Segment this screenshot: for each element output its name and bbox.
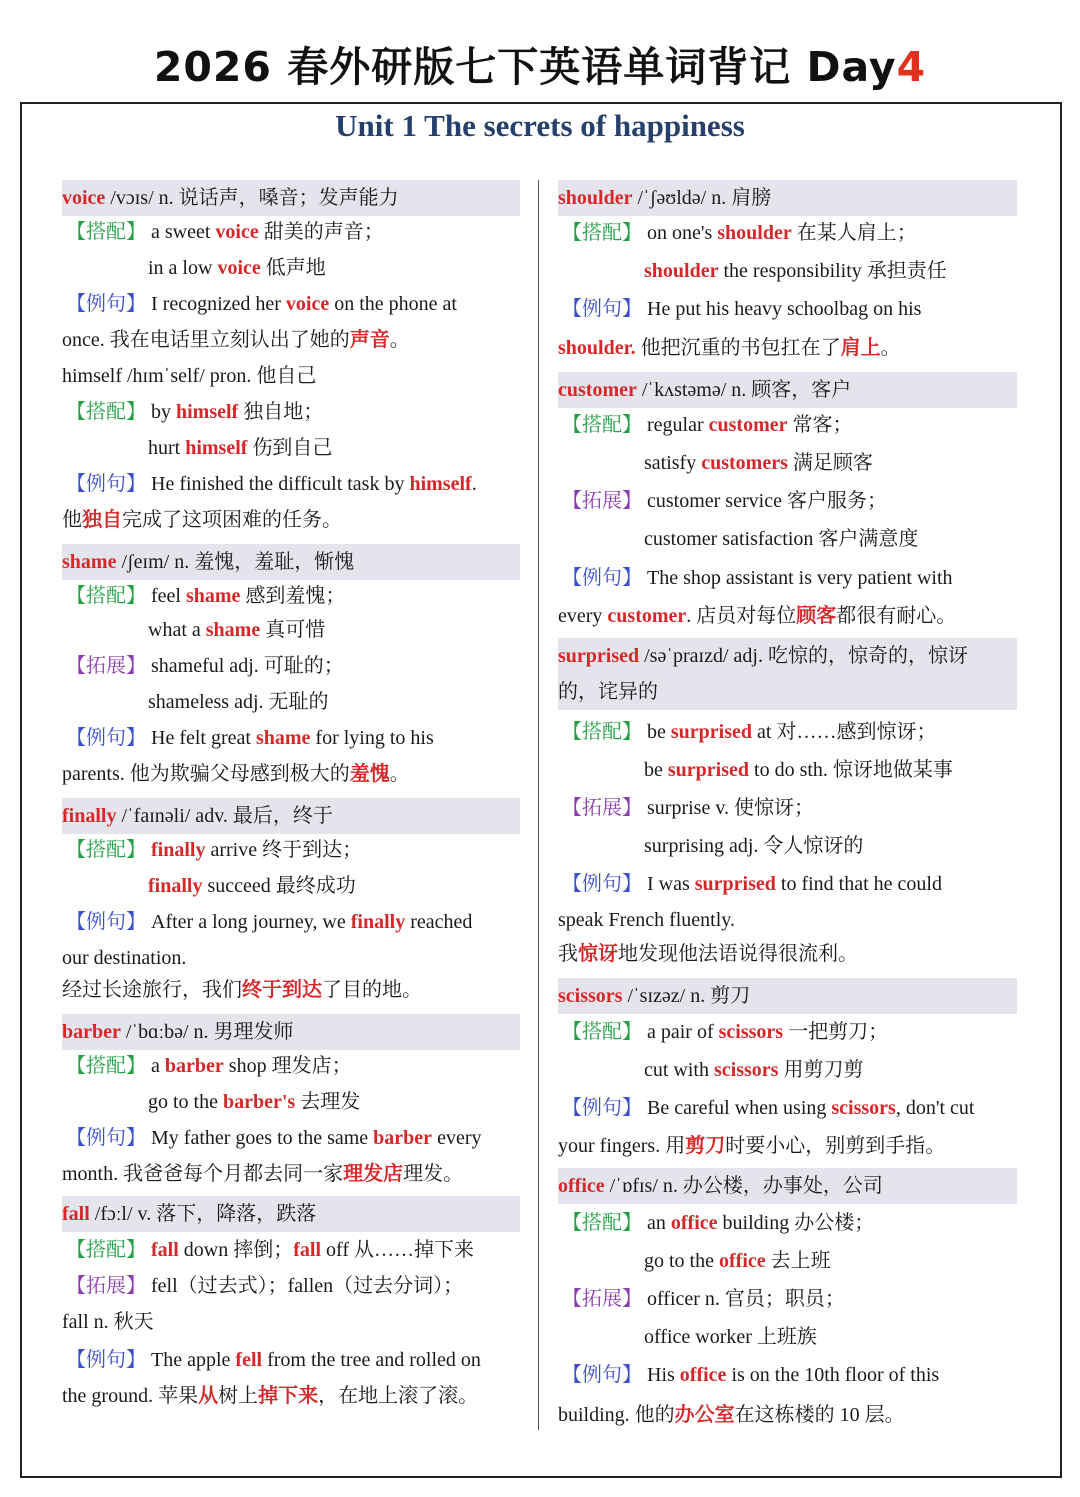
entry-text: office worker 上班族 — [644, 1326, 817, 1348]
entry-text: our destination. — [62, 947, 187, 969]
entry-text: go to the — [644, 1250, 719, 1272]
collocation-tag: 【搭配】 — [66, 1239, 146, 1261]
entry-text: shameless adj. 无耻的 — [148, 691, 329, 713]
entry-text: 真可惜 — [260, 619, 326, 641]
vocab-tagged-row — [558, 407, 1017, 443]
vocab-line — [558, 1243, 1017, 1279]
entry-text: I recognized her — [146, 293, 286, 315]
vocab-line — [558, 1052, 1017, 1088]
entry-text: I was — [642, 873, 695, 895]
keyword-text: customer — [558, 379, 637, 401]
entry-text: Be careful when using — [642, 1097, 832, 1119]
entry-text: at 对……感到惊讶； — [752, 721, 937, 743]
keyword-text: office — [719, 1250, 766, 1272]
entry-text: to do sth. 惊讶地做某事 — [749, 759, 953, 781]
entry-text: After a long journey, we — [146, 911, 351, 933]
entry-text: on one's — [642, 222, 718, 244]
vocab-line — [62, 358, 520, 394]
keyword-text: surprised — [558, 645, 640, 667]
vocab-headword-row — [62, 544, 520, 580]
entry-text: 去理发 — [295, 1091, 361, 1113]
keyword-text: 理发店 — [343, 1163, 404, 1185]
keyword-text: voice — [285, 293, 330, 315]
entry-text: 常客； — [787, 414, 853, 436]
entry-text: be — [642, 721, 671, 743]
entry-text: 了目的地。 — [322, 979, 422, 1001]
entry-text: shameful adj. 可耻的； — [146, 655, 344, 677]
example-tag: 【例句】 — [562, 567, 642, 589]
vocab-line — [558, 828, 1017, 864]
vocab-tagged-row — [558, 215, 1017, 251]
entry-text: in a low — [148, 257, 218, 279]
entry-text: building. 他的 — [558, 1404, 675, 1426]
extension-tag: 【拓展】 — [562, 1288, 642, 1310]
vocab-tagged-row — [558, 790, 1017, 826]
keyword-text: 顾客 — [796, 605, 837, 627]
vocab-line — [62, 868, 520, 904]
entry-text: 我 — [558, 943, 578, 965]
collocation-tag: 【搭配】 — [66, 839, 146, 861]
entry-text: 他 — [62, 509, 82, 531]
entry-text: to find that he could — [775, 873, 942, 895]
keyword-text: 声音 — [349, 329, 390, 351]
vocab-tagged-row — [62, 1048, 520, 1084]
vocab-tagged-row — [558, 483, 1017, 519]
entry-text: succeed 最终成功 — [202, 875, 356, 897]
entry-text: My father goes to the same — [146, 1127, 374, 1149]
vocab-tagged-row — [62, 214, 520, 250]
entry-text: He finished the difficult task by — [146, 473, 410, 495]
example-tag: 【例句】 — [562, 1364, 642, 1386]
page-title-main: 2026 春外研版七下英语单词背记 Day — [153, 43, 897, 91]
vocab-line — [62, 940, 520, 976]
vocab-tagged-row — [558, 714, 1017, 750]
entry-text: 的，诧异的 — [558, 681, 658, 703]
entry-text: go to the — [148, 1091, 223, 1113]
extension-tag: 【拓展】 — [562, 490, 642, 512]
entry-text: 。 — [880, 337, 901, 359]
keyword-text: voice — [62, 187, 106, 209]
entry-text: The shop assistant is very patient with — [642, 567, 953, 589]
keyword-text: himself — [409, 473, 472, 495]
vocab-line — [558, 1319, 1017, 1355]
keyword-text: barber's — [223, 1091, 296, 1113]
entry-text: . — [471, 473, 477, 495]
vocab-line — [558, 330, 1017, 366]
vocab-headword-row — [558, 674, 1017, 710]
vocab-tagged-row — [62, 648, 520, 684]
entry-text: 理发。 — [403, 1163, 464, 1185]
entry-text: fall n. 秋天 — [62, 1311, 154, 1333]
keyword-text: finally — [62, 805, 117, 827]
keyword-text: voice — [215, 221, 259, 243]
keyword-text: fall — [62, 1203, 90, 1225]
vocab-line — [62, 430, 520, 466]
keyword-text: himself — [176, 401, 239, 423]
keyword-text: surprised — [667, 759, 750, 781]
collocation-tag: 【搭配】 — [562, 414, 642, 436]
extension-tag: 【拓展】 — [562, 797, 642, 819]
vocab-line — [558, 902, 1017, 938]
vocab-tagged-row — [558, 1014, 1017, 1050]
keyword-text: 惊讶 — [578, 943, 618, 965]
vocab-headword-row — [558, 978, 1017, 1014]
entry-text: what a — [148, 619, 206, 641]
example-tag: 【例句】 — [66, 473, 146, 495]
vocab-headword-row — [62, 1014, 520, 1050]
entry-text: surprise v. 使惊讶； — [642, 797, 815, 819]
entry-text: cut with — [644, 1059, 714, 1081]
keyword-text: voice — [217, 257, 261, 279]
entry-text: /səˈpraɪzd/ adj. 吃惊的，惊奇的，惊讶 — [639, 645, 968, 667]
vocab-tagged-row — [62, 286, 520, 322]
example-tag: 【例句】 — [562, 298, 642, 320]
vocab-tagged-row — [62, 578, 520, 614]
vocab-tagged-row — [62, 1268, 520, 1304]
page-title — [0, 42, 1080, 92]
entry-text: a pair of — [642, 1021, 719, 1043]
entry-text: regular — [642, 414, 709, 436]
vocab-tagged-row — [558, 291, 1017, 327]
entry-text: /fɔːl/ v. 落下，降落，跌落 — [89, 1203, 317, 1225]
vocab-tagged-row — [62, 1232, 520, 1268]
entry-text: . 店员对每位 — [686, 605, 797, 627]
vocab-headword-row — [558, 180, 1017, 216]
entry-text: on the phone at — [329, 293, 457, 315]
keyword-text: 掉下来 — [258, 1385, 319, 1407]
vocab-line — [62, 1156, 520, 1192]
column-divider — [538, 180, 539, 1430]
entry-text: shop 理发店； — [223, 1055, 352, 1077]
example-tag: 【例句】 — [66, 293, 146, 315]
collocation-tag: 【搭配】 — [562, 721, 642, 743]
vocab-headword-row — [62, 180, 520, 216]
vocab-tagged-row — [558, 1090, 1017, 1126]
vocab-tagged-row — [558, 866, 1017, 902]
keyword-text: barber — [164, 1055, 224, 1077]
vocab-line — [62, 756, 520, 792]
entry-text: 去上班 — [765, 1250, 831, 1272]
collocation-tag: 【搭配】 — [66, 585, 146, 607]
vocab-line — [62, 684, 520, 720]
entry-text: a sweet — [146, 221, 216, 243]
keyword-text: surprised — [670, 721, 753, 743]
vocab-line — [558, 253, 1017, 289]
keyword-text: customers — [701, 452, 788, 474]
keyword-text: office — [679, 1364, 727, 1386]
keyword-text: customer — [607, 605, 687, 627]
keyword-text: scissors — [831, 1097, 896, 1119]
example-tag: 【例句】 — [66, 1349, 146, 1371]
vocab-line — [62, 502, 520, 538]
keyword-text: shame — [62, 551, 117, 573]
entry-text: surprising adj. 令人惊讶的 — [644, 835, 864, 857]
entry-text: 伤到自己 — [247, 437, 333, 459]
vocab-headword-row — [558, 638, 1017, 674]
vocab-tagged-row — [62, 832, 520, 868]
entry-text: by — [146, 401, 176, 423]
entry-text: /ˈbɑːbə/ n. 男理发师 — [120, 1021, 294, 1043]
entry-text: He felt great — [146, 727, 256, 749]
page-title-day-number: 4 — [896, 43, 927, 91]
entry-text: 都很有耐心。 — [836, 605, 957, 627]
keyword-text: shoulder. — [558, 337, 636, 359]
collocation-tag: 【搭配】 — [562, 1212, 642, 1234]
entry-text: 在某人肩上； — [791, 222, 917, 244]
keyword-text: shoulder — [644, 260, 719, 282]
entry-text: fell（过去式）；fallen（过去分词）； — [146, 1275, 464, 1297]
vocab-tagged-row — [558, 1357, 1017, 1393]
keyword-text: himself — [185, 437, 248, 459]
entry-text: customer service 客户服务； — [642, 490, 887, 512]
vocab-line — [62, 322, 520, 358]
vocab-line — [62, 250, 520, 286]
example-tag: 【例句】 — [562, 1097, 642, 1119]
vocab-line — [62, 612, 520, 648]
collocation-tag: 【搭配】 — [562, 222, 642, 244]
collocation-tag: 【搭配】 — [66, 401, 146, 423]
entry-text: The apple — [146, 1349, 236, 1371]
entry-text: every — [558, 605, 608, 627]
keyword-text: finally — [151, 839, 206, 861]
entry-text: /vɔɪs/ n. 说话声，嗓音；发声能力 — [105, 187, 399, 209]
vocab-tagged-row — [62, 1120, 520, 1156]
vocab-tagged-row — [62, 1342, 520, 1378]
keyword-text: 独自 — [82, 509, 122, 531]
vocab-tagged-row — [62, 466, 520, 502]
entry-text: , don't cut — [895, 1097, 975, 1119]
entry-text: 用剪刀剪 — [778, 1059, 864, 1081]
vocab-tagged-row — [558, 1205, 1017, 1241]
entry-text: 经过长途旅行，我们 — [62, 979, 242, 1001]
extension-tag: 【拓展】 — [66, 655, 146, 677]
vocab-line — [558, 598, 1017, 634]
entry-text: the ground. 苹果 — [62, 1385, 199, 1407]
example-tag: 【例句】 — [66, 727, 146, 749]
vocab-line — [558, 936, 1017, 972]
collocation-tag: 【搭配】 — [66, 221, 146, 243]
keyword-text: 从 — [198, 1385, 219, 1407]
collocation-tag: 【搭配】 — [562, 1021, 642, 1043]
keyword-text: finally — [350, 911, 406, 933]
entry-text: customer satisfaction 客户满意度 — [644, 528, 919, 550]
keyword-text: 终于到达 — [242, 979, 322, 1001]
example-tag: 【例句】 — [66, 911, 146, 933]
keyword-text: customer — [708, 414, 788, 436]
entry-text: /ˈʃəʊldə/ n. 肩膀 — [632, 187, 772, 209]
keyword-text: fall — [151, 1239, 179, 1261]
extension-tag: 【拓展】 — [66, 1275, 146, 1297]
keyword-text: surprised — [694, 873, 776, 895]
entry-text: be — [644, 759, 668, 781]
entry-text: officer n. 官员；职员； — [642, 1288, 845, 1310]
entry-text: 独自地； — [238, 401, 324, 423]
keyword-text: fall — [293, 1239, 322, 1261]
keyword-text: shame — [205, 619, 261, 641]
entry-text: /ʃeɪm/ n. 羞愧，羞耻，惭愧 — [116, 551, 355, 573]
entry-text: 。 — [389, 763, 410, 785]
keyword-text: shame — [255, 727, 311, 749]
entry-text: 感到羞愧； — [240, 585, 346, 607]
entry-text: your fingers. 用 — [558, 1135, 686, 1157]
keyword-text: fell — [235, 1349, 263, 1371]
vocab-headword-row — [62, 798, 520, 834]
keyword-text: scissors — [558, 985, 623, 1007]
entry-text: /ˈkʌstəmə/ n. 顾客，客户 — [636, 379, 852, 401]
vocab-tagged-row — [62, 904, 520, 940]
entry-text: once. 我在电话里立刻认出了她的 — [62, 329, 350, 351]
vocab-line — [558, 1397, 1017, 1433]
entry-text: himself /hɪmˈself/ pron. 他自己 — [62, 365, 317, 387]
keyword-text: shoulder — [558, 187, 633, 209]
entry-text: is on the 10th floor of this — [726, 1364, 940, 1386]
entry-text: 树上 — [218, 1385, 259, 1407]
keyword-text: scissors — [714, 1059, 779, 1081]
vocab-tagged-row — [558, 1281, 1017, 1317]
entry-text: a — [146, 1055, 165, 1077]
keyword-text: office — [670, 1212, 718, 1234]
keyword-text: 羞愧 — [349, 763, 390, 785]
example-tag: 【例句】 — [562, 873, 642, 895]
keyword-text: 肩上 — [840, 337, 881, 359]
entry-text: 满足顾客 — [787, 452, 873, 474]
entry-text: hurt — [148, 437, 186, 459]
entry-text: the responsibility 承担责任 — [718, 260, 947, 282]
entry-text: feel — [146, 585, 186, 607]
entry-text: /ˈfaɪnəli/ adv. 最后，终于 — [116, 805, 333, 827]
vocab-line — [62, 1304, 520, 1340]
entry-text: 。 — [389, 329, 410, 351]
keyword-text: barber — [373, 1127, 433, 1149]
keyword-text: shame — [185, 585, 241, 607]
entry-text: an — [642, 1212, 671, 1234]
vocab-line — [62, 972, 520, 1008]
entry-text: 一把剪刀； — [783, 1021, 889, 1043]
entry-text: /ˈɒfɪs/ n. 办公楼，办事处，公司 — [604, 1175, 883, 1197]
entry-text: from the tree and rolled on — [262, 1349, 481, 1371]
entry-text: ，在地上滚了滚。 — [318, 1385, 479, 1407]
entry-text: satisfy — [644, 452, 702, 474]
entry-text: building 办公楼； — [717, 1212, 875, 1234]
keyword-text: 办公室 — [674, 1404, 735, 1426]
entry-text: 低声地 — [260, 257, 326, 279]
example-tag: 【例句】 — [66, 1127, 146, 1149]
vocab-line — [558, 445, 1017, 481]
entry-text: 在这栋楼的 10 层。 — [734, 1404, 905, 1426]
entry-text: 地发现他法语说得很流利。 — [618, 943, 858, 965]
keyword-text: barber — [62, 1021, 121, 1043]
keyword-text: office — [558, 1175, 605, 1197]
entry-text: off 从……掉下来 — [321, 1239, 474, 1261]
vocab-tagged-row — [62, 394, 520, 430]
entry-text: parents. 他为欺骗父母感到极大的 — [62, 763, 350, 785]
entry-text: reached — [405, 911, 473, 933]
vocab-line — [558, 752, 1017, 788]
vocab-line — [558, 1128, 1017, 1164]
entry-text: for lying to his — [310, 727, 434, 749]
vocab-headword-row — [558, 1168, 1017, 1204]
entry-text: down 摔倒； — [178, 1239, 294, 1261]
vocab-tagged-row — [558, 560, 1017, 596]
entry-text: 时要小心，别剪到手指。 — [725, 1135, 946, 1157]
keyword-text: finally — [148, 875, 203, 897]
unit-title: Unit 1 The secrets of happiness — [335, 108, 745, 143]
vocab-line — [62, 1378, 520, 1414]
keyword-text: 剪刀 — [685, 1135, 726, 1157]
entry-text: 完成了这项困难的任务。 — [122, 509, 342, 531]
keyword-text: scissors — [718, 1021, 784, 1043]
entry-text: every — [432, 1127, 482, 1149]
entry-text: He put his heavy schoolbag on his — [642, 298, 922, 320]
entry-text: speak French fluently. — [558, 909, 735, 931]
entry-text: /ˈsɪzəz/ n. 剪刀 — [622, 985, 751, 1007]
entry-text: His — [642, 1364, 680, 1386]
entry-text: month. 我爸爸每个月都去同一家 — [62, 1163, 344, 1185]
keyword-text: shoulder — [717, 222, 792, 244]
entry-text: 甜美的声音； — [258, 221, 384, 243]
vocab-tagged-row — [62, 720, 520, 756]
vocab-headword-row — [558, 372, 1017, 408]
vocab-line — [558, 521, 1017, 557]
vocab-line — [62, 1084, 520, 1120]
collocation-tag: 【搭配】 — [66, 1055, 146, 1077]
vocab-headword-row — [62, 1196, 520, 1232]
entry-text: arrive 终于到达； — [205, 839, 363, 861]
entry-text: 他把沉重的书包扛在了 — [635, 337, 841, 359]
